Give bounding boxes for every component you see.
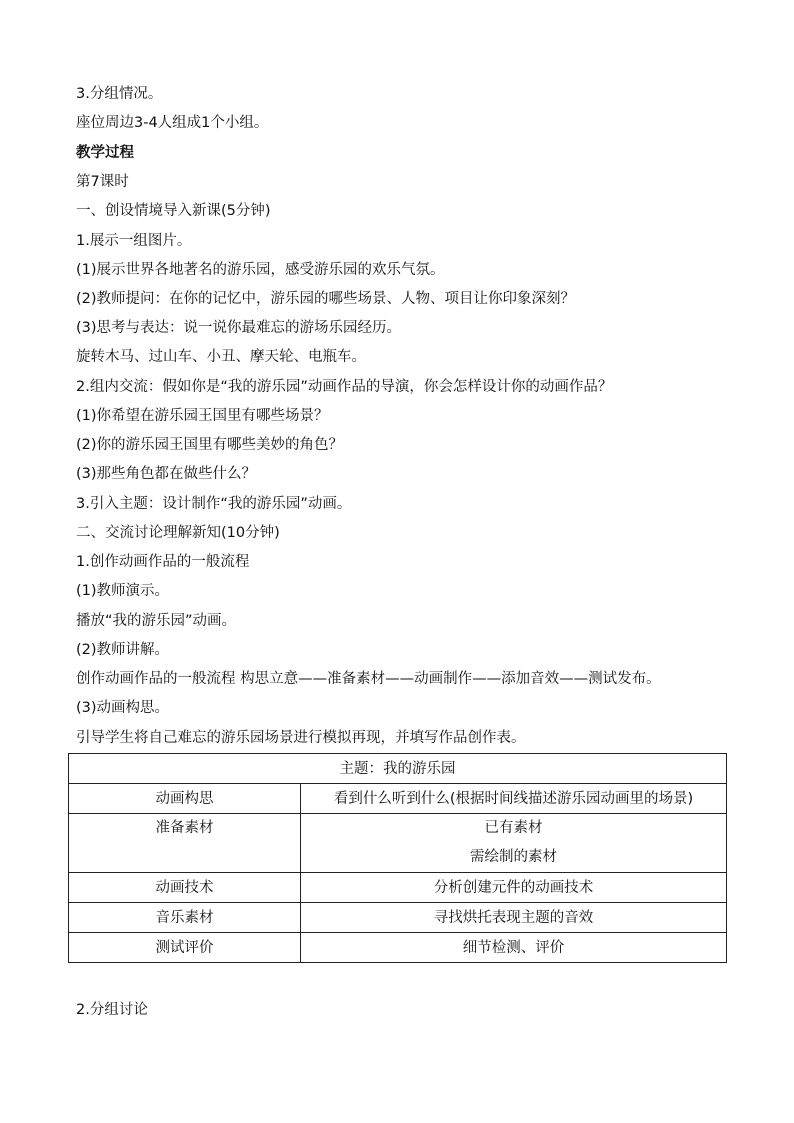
table-cell-label: 音乐素材 xyxy=(69,903,301,933)
table-cell-value: 看到什么听到什么(根据时间线描述游乐园动画里的场景) xyxy=(301,784,727,814)
para-teacher-explain: (2)教师讲解。 xyxy=(76,642,170,658)
table-cell-value-line-2: 需绘制的素材 xyxy=(470,849,557,865)
table-cell-label: 动画构思 xyxy=(69,784,301,814)
part-two-heading: 二、交流讨论理解新知(10分钟) xyxy=(76,525,280,541)
para-animation-concept: (3)动画构思。 xyxy=(76,700,170,716)
table-row xyxy=(69,933,727,963)
para-show-pictures: 1.展示一组图片。 xyxy=(76,233,192,249)
part-one-heading: 一、创设情境导入新课(5分钟) xyxy=(76,203,271,219)
para-item-1: (1)展示世界各地著名的游乐园，感受游乐园的欢乐气氛。 xyxy=(76,262,445,278)
table-cell-value-line-1: 已有素材 xyxy=(484,820,543,836)
para-question-1: (1)你希望在游乐园王国里有哪些场景？ xyxy=(76,408,329,424)
table-cell-label-text: 准备素材 xyxy=(155,820,214,836)
table-row xyxy=(69,814,727,873)
table-cell-value: 细节检测、评价 xyxy=(301,933,727,963)
lesson-number: 第7课时 xyxy=(76,174,129,190)
para-play-animation: 播放“我的游乐园”动画。 xyxy=(76,613,237,629)
table-cell-label: 测试评价 xyxy=(69,933,301,963)
creation-table xyxy=(68,753,727,963)
para-guide-students: 引导学生将自己难忘的游乐园场景进行模拟再现，并填写作品创作表。 xyxy=(76,730,526,746)
para-question-3: (3)那些角色都在做些什么？ xyxy=(76,466,257,482)
para-grouping-heading: 3.分组情况。 xyxy=(76,86,163,102)
table-cell-label: 动画技术 xyxy=(69,873,301,903)
para-general-process: 1.创作动画作品的一般流程 xyxy=(76,554,250,570)
table-title: 主题：我的游乐园 xyxy=(69,754,727,784)
table-cell-label xyxy=(69,814,301,873)
para-teacher-demo: (1)教师演示。 xyxy=(76,583,170,599)
section-heading-teaching-process: 教学过程 xyxy=(76,145,134,161)
table-row xyxy=(69,784,727,814)
table-row xyxy=(69,873,727,903)
table-cell-value: 分析创建元件的动画技术 xyxy=(301,873,727,903)
para-group-exchange: 2.组内交流：假如你是“我的游乐园”动画作品的导演，你会怎样设计你的动画作品？ xyxy=(76,379,613,395)
para-group-discussion: 2.分组讨论 xyxy=(76,1002,148,1018)
para-item-3: (3)思考与表达：说一说你最难忘的游场乐园经历。 xyxy=(76,320,402,336)
table-row xyxy=(69,903,727,933)
para-process-steps: 创作动画作品的一般流程 构思立意——准备素材——动画制作——添加音效——测试发布。 xyxy=(76,671,661,687)
para-rides-list: 旋转木马、过山车、小丑、摩天轮、电瓶车。 xyxy=(76,349,366,365)
table-title-row xyxy=(69,754,727,784)
para-item-2: (2)教师提问：在你的记忆中，游乐园的哪些场景、人物、项目让你印象深刻？ xyxy=(76,291,576,307)
table-cell-value: 寻找烘托表现主题的音效 xyxy=(301,903,727,933)
para-introduce-topic: 3.引入主题：设计制作“我的游乐园”动画。 xyxy=(76,496,352,512)
para-question-2: (2)你的游乐园王国里有哪些美妙的角色？ xyxy=(76,437,344,453)
para-grouping-detail: 座位周边3-4人组成1个小组。 xyxy=(76,115,269,131)
table-cell-value xyxy=(301,814,727,873)
